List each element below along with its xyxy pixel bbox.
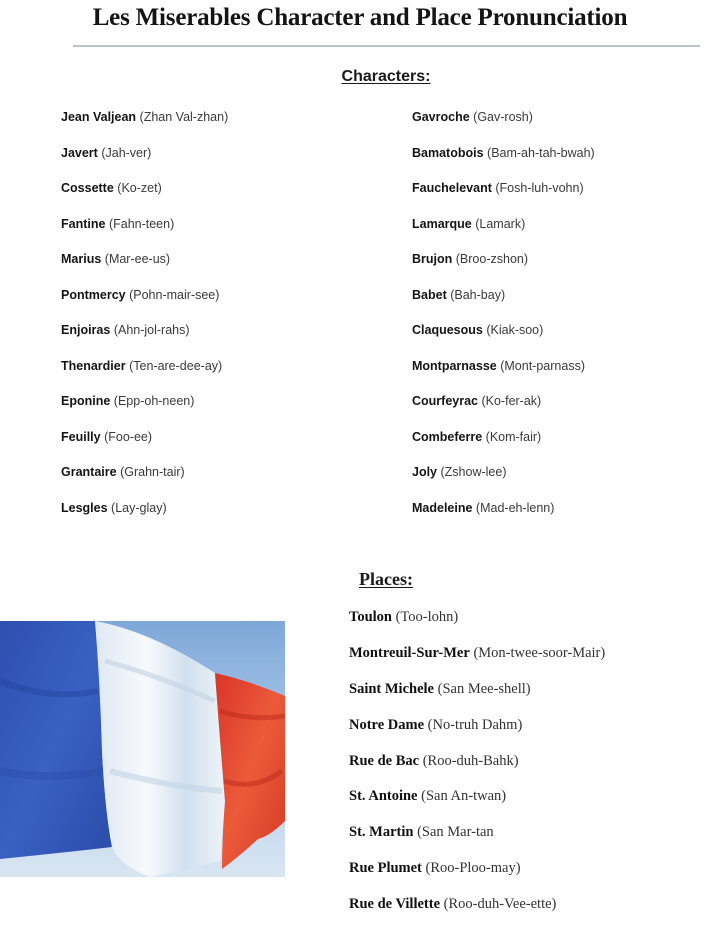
- character-name: Claquesous: [412, 323, 483, 337]
- character-name: Gavroche: [412, 110, 470, 124]
- character-entry: [61, 249, 228, 285]
- character-entry: [412, 320, 595, 356]
- place-entry: [349, 750, 605, 786]
- character-pronunciation: (Ko-zet): [117, 181, 162, 195]
- place-name: Saint Michele: [349, 680, 434, 697]
- place-pronunciation: (Roo-Ploo-may): [425, 860, 521, 877]
- character-pronunciation: (Fosh-luh-vohn): [495, 181, 584, 195]
- character-name: Lamarque: [412, 216, 472, 231]
- character-pronunciation: (Foo-ee): [104, 429, 153, 444]
- character-name: Javert: [61, 145, 98, 160]
- place-entry: [349, 714, 605, 750]
- character-name: Thenardier: [61, 358, 126, 373]
- place-name: Toulon: [349, 609, 392, 625]
- character-entry: [412, 107, 595, 143]
- place-name: St. Martin: [349, 824, 414, 841]
- place-pronunciation: (No-truh Dahm): [427, 716, 523, 733]
- place-name: Rue Plumet: [349, 860, 422, 877]
- place-pronunciation: (Roo-duh-Vee-ette): [443, 896, 557, 913]
- character-name: Grantaire: [61, 465, 117, 479]
- character-entry: [61, 285, 228, 321]
- character-entry: [61, 427, 228, 463]
- character-name: Pontmercy: [61, 287, 126, 302]
- places-heading: Places:: [359, 569, 413, 589]
- character-entry: [61, 320, 228, 356]
- character-name: Madeleine: [412, 500, 473, 515]
- character-pronunciation: (Broo-zshon): [455, 252, 529, 266]
- place-pronunciation: (San Mee-shell): [437, 680, 531, 697]
- place-name: Rue de Villette: [349, 896, 441, 913]
- character-entry: [61, 143, 228, 179]
- character-entry: [412, 285, 595, 321]
- character-pronunciation: (Fahn-teen): [108, 216, 175, 231]
- place-pronunciation: (Roo-duh-Bahk): [422, 752, 519, 769]
- character-pronunciation: (Lay-glay): [111, 500, 167, 515]
- character-name: Enjoiras: [61, 323, 111, 337]
- character-pronunciation: (Mar-ee-us): [104, 252, 171, 266]
- character-entry: [412, 462, 595, 498]
- places-list: [349, 606, 605, 929]
- character-name: Babet: [412, 287, 447, 302]
- place-entry: [349, 678, 605, 714]
- character-name: Eponine: [61, 394, 111, 408]
- character-name: Marius: [61, 252, 102, 266]
- character-name: Jean Valjean: [61, 110, 137, 124]
- french-flag-image: [0, 621, 285, 877]
- place-entry: [349, 785, 605, 821]
- character-entry: [412, 427, 595, 463]
- character-name: Cossette: [61, 181, 114, 195]
- place-pronunciation: (Too-lohn): [395, 609, 459, 625]
- place-pronunciation: (San Mar-tan: [417, 824, 494, 841]
- character-pronunciation: (Ko-fer-ak): [481, 394, 542, 408]
- character-pronunciation: (Bah-bay): [450, 287, 506, 302]
- character-pronunciation: (Gav-rosh): [473, 110, 533, 124]
- character-name: Lesgles: [61, 500, 108, 515]
- place-entry: [349, 606, 605, 642]
- character-pronunciation: (Jah-ver): [101, 145, 152, 160]
- character-pronunciation: (Ten-are-dee-ay): [129, 358, 223, 373]
- character-name: Courfeyrac: [412, 394, 478, 408]
- character-entry: [61, 391, 228, 427]
- character-pronunciation: (Kiak-soo): [486, 323, 544, 337]
- character-entry: [412, 391, 595, 427]
- character-pronunciation: (Kom-fair): [485, 429, 542, 444]
- title-divider: [73, 45, 700, 47]
- place-name: Rue de Bac: [349, 752, 420, 769]
- place-pronunciation: (San An-twan): [421, 788, 507, 805]
- character-entry: [61, 107, 228, 143]
- character-name: Joly: [412, 465, 438, 479]
- place-name: St. Antoine: [349, 788, 418, 805]
- place-entry: [349, 642, 605, 678]
- characters-heading: Characters:: [341, 68, 431, 85]
- character-pronunciation: (Bam-ah-tah-bwah): [487, 145, 595, 160]
- character-entry: [61, 356, 228, 392]
- character-entry: [412, 498, 595, 534]
- place-entry: [349, 893, 605, 929]
- character-name: Brujon: [412, 252, 453, 266]
- character-pronunciation: (Lamark): [475, 216, 526, 231]
- character-pronunciation: (Epp-oh-neen): [113, 394, 195, 408]
- character-pronunciation: (Zhan Val-zhan): [139, 110, 229, 124]
- page-title: Les Miserables Character and Place Pronunciation: [92, 4, 628, 31]
- place-entry: [349, 821, 605, 857]
- character-entry: [412, 178, 595, 214]
- characters-left-column: [61, 107, 228, 533]
- character-pronunciation: (Pohn-mair-see): [129, 287, 220, 302]
- character-entry: [412, 356, 595, 392]
- place-pronunciation: (Mon-twee-soor-Mair): [473, 644, 606, 661]
- character-name: Montparnasse: [412, 358, 497, 373]
- place-entry: [349, 857, 605, 893]
- place-name: Montreuil-Sur-Mer: [349, 644, 470, 661]
- place-name: Notre Dame: [349, 716, 425, 733]
- character-entry: [412, 214, 595, 250]
- character-entry: [61, 214, 228, 250]
- character-pronunciation: (Ahn-jol-rahs): [113, 323, 190, 337]
- character-pronunciation: (Zshow-lee): [440, 465, 507, 479]
- character-pronunciation: (Mad-eh-lenn): [475, 500, 555, 515]
- character-entry: [412, 143, 595, 179]
- characters-right-column: [412, 107, 595, 533]
- character-name: Feuilly: [61, 429, 101, 444]
- character-entry: [412, 249, 595, 285]
- character-name: Fantine: [61, 216, 106, 231]
- character-entry: [61, 462, 228, 498]
- french-flag-icon: [0, 621, 285, 877]
- character-pronunciation: (Grahn-tair): [120, 465, 185, 479]
- character-name: Fauchelevant: [412, 181, 492, 195]
- character-entry: [61, 178, 228, 214]
- character-pronunciation: (Mont-parnass): [500, 358, 585, 373]
- character-name: Bamatobois: [412, 145, 484, 160]
- character-entry: [61, 498, 228, 534]
- character-name: Combeferre: [412, 429, 483, 444]
